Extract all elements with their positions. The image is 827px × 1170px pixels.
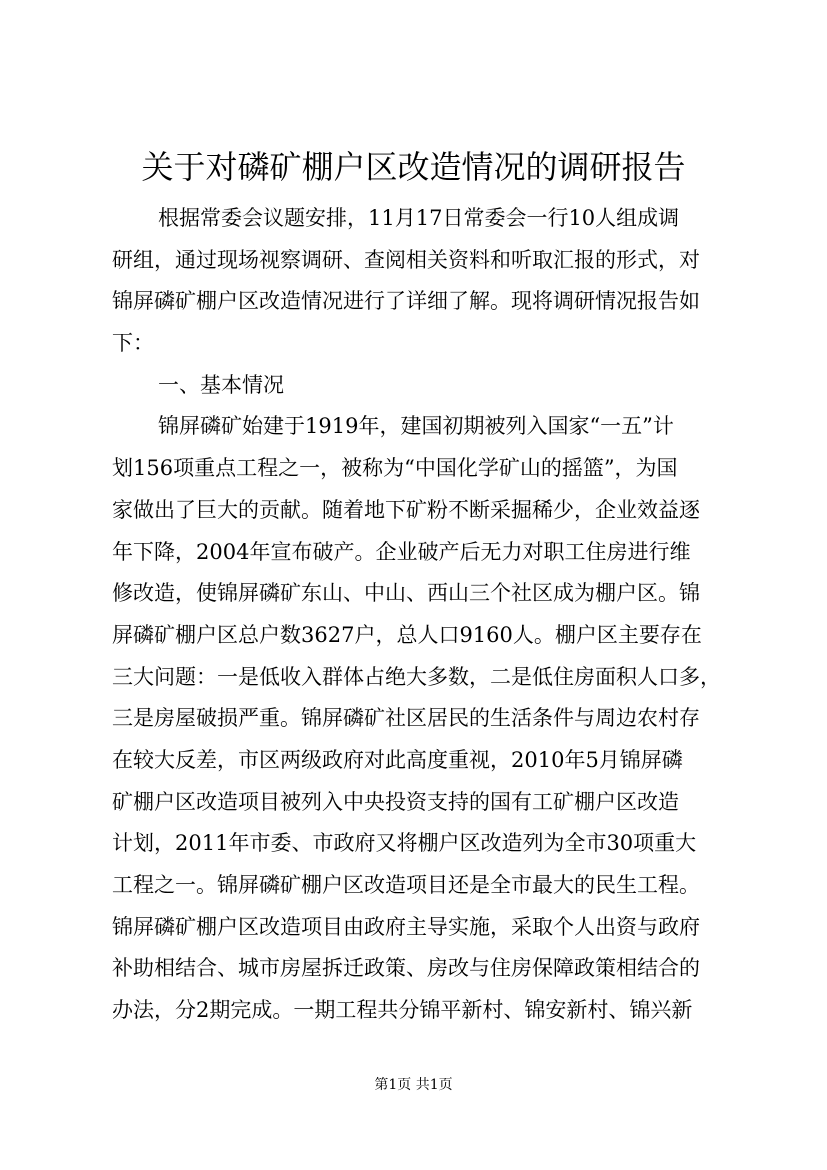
document-title: 关于对磷矿棚户区改造情况的调研报告 [141, 148, 686, 186]
paragraph-line: 在较大反差，市区两级政府对此高度重视，2010年5月锦屏磷 [112, 747, 683, 772]
paragraph-line: 锦屏磷矿棚户区改造情况进行了详细了解。现将调研情况报告如 [112, 289, 700, 314]
document-body [112, 198, 742, 1032]
paragraph-line: 三是房屋破损严重。锦屏磷矿社区居民的生活条件与周边农村存 [112, 706, 700, 731]
paragraph-line: 下： [112, 331, 154, 356]
paragraph-line: 锦屏磷矿始建于1919年，建国初期被列入国家“一五”计 [158, 414, 674, 439]
paragraph-line: 修改造，使锦屏磷矿东山、中山、西山三个社区成为棚户区。锦 [112, 581, 700, 606]
page-footer: 第1页 共1页 [374, 1077, 453, 1093]
paragraph-line: 计划，2011年市委、市政府又将棚户区改造列为全市30项重大 [112, 831, 697, 856]
paragraph-line: 补助相结合、城市房屋拆迁政策、房改与住房保障政策相结合的 [112, 956, 700, 981]
paragraph-line: 工程之一。锦屏磷矿棚户区改造项目还是全市最大的民生工程。 [112, 873, 700, 897]
paragraph-line: 年下降，2004年宣布破产。企业破产后无力对职工住房进行维 [112, 539, 691, 564]
section-heading: 一、基本情况 [158, 372, 284, 397]
paragraph-line: 办法，分2期完成。一期工程共分锦平新村、锦安新村、锦兴新 [112, 998, 693, 1023]
paragraph-line: 研组，通过现场视察调研、查阅相关资料和听取汇报的形式，对 [112, 247, 700, 272]
paragraph-line: 家做出了巨大的贡献。随着地下矿粉不断采掘稀少，企业效益逐 [112, 497, 700, 522]
paragraph-line: 三大问题：一是低收入群体占绝大多数，二是低住房面积人口多， [112, 664, 721, 689]
paragraph-line: 屏磷矿棚户区总户数3627户，总人口9160人。棚户区主要存在 [112, 622, 702, 647]
paragraph-line: 矿棚户区改造项目被列入中央投资支持的国有工矿棚户区改造 [112, 789, 679, 814]
paragraph-line: 锦屏磷矿棚户区改造项目由政府主导实施，采取个人出资与政府 [112, 914, 700, 939]
paragraph-line: 划156项重点工程之一，被称为“中国化学矿山的摇篮”，为国 [112, 456, 678, 481]
paragraph-line: 根据常委会议题安排，11月17日常委会一行10人组成调 [158, 206, 680, 230]
